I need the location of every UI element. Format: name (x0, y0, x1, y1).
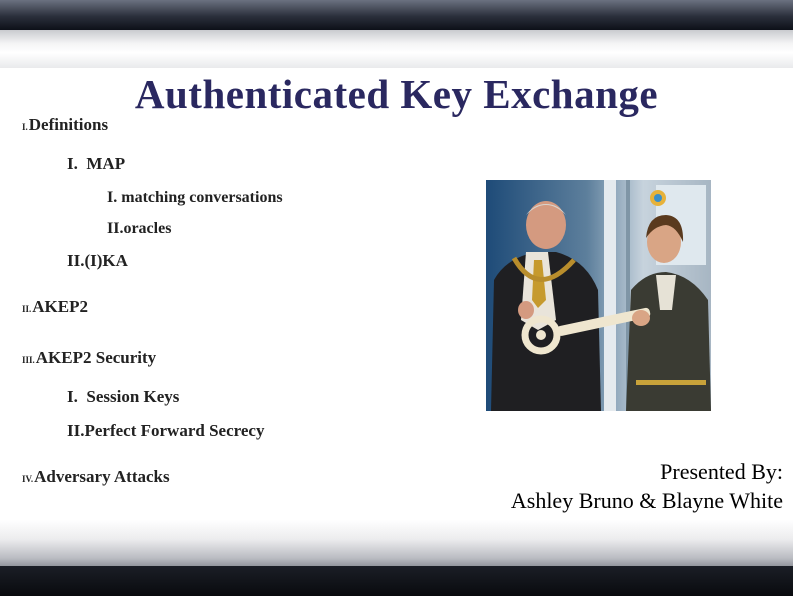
outline-label: Session Keys (86, 387, 180, 406)
outline-item-definitions (22, 115, 108, 135)
outline-label: Adversary Attacks (34, 467, 170, 486)
bottom-frame-band (0, 520, 793, 568)
outline-item-map (67, 154, 125, 174)
outline-label: (I)KA (84, 251, 128, 270)
bottom-frame-bar (0, 566, 793, 596)
outline-item-adversary-attacks (22, 467, 170, 487)
outline-number: II. (67, 251, 85, 270)
presenter-heading: Presented By: (660, 459, 783, 484)
outline-label: Perfect Forward Secrecy (84, 421, 265, 440)
outline-item-perfect-forward-secrecy (67, 421, 264, 441)
outline-item-ika (67, 251, 128, 271)
outline-number: II. (22, 304, 32, 314)
outline-number: II. (107, 220, 124, 237)
outline-number: I. (22, 122, 28, 132)
outline-number: II. (67, 421, 85, 440)
presenter-names: Ashley Bruno & Blayne White (510, 488, 783, 513)
outline-number: IV. (22, 474, 34, 484)
slide-title: Authenticated Key Exchange (134, 71, 659, 117)
presenter-credits (511, 457, 783, 515)
slide-photo (486, 180, 711, 411)
top-frame-bar (0, 0, 793, 30)
top-frame-band (0, 30, 793, 68)
outline-label: matching conversations (121, 189, 283, 206)
outline-number: I. (67, 154, 78, 173)
outline-label: AKEP2 Security (35, 348, 157, 367)
outline-item-akep2 (22, 297, 88, 317)
outline-label: oracles (123, 220, 172, 237)
outline-number: III. (22, 355, 35, 365)
outline-item-akep2-security (22, 348, 156, 368)
outline-number: I. (107, 189, 118, 206)
outline-number: I. (67, 387, 78, 406)
outline-label: MAP (86, 154, 126, 173)
outline-item-oracles (107, 220, 171, 238)
outline-item-matching-conversations (107, 189, 283, 207)
outline-item-session-keys (67, 387, 179, 407)
outline-label: AKEP2 (32, 297, 88, 316)
photo-illustration (486, 180, 711, 411)
outline-label: Definitions (28, 115, 109, 134)
